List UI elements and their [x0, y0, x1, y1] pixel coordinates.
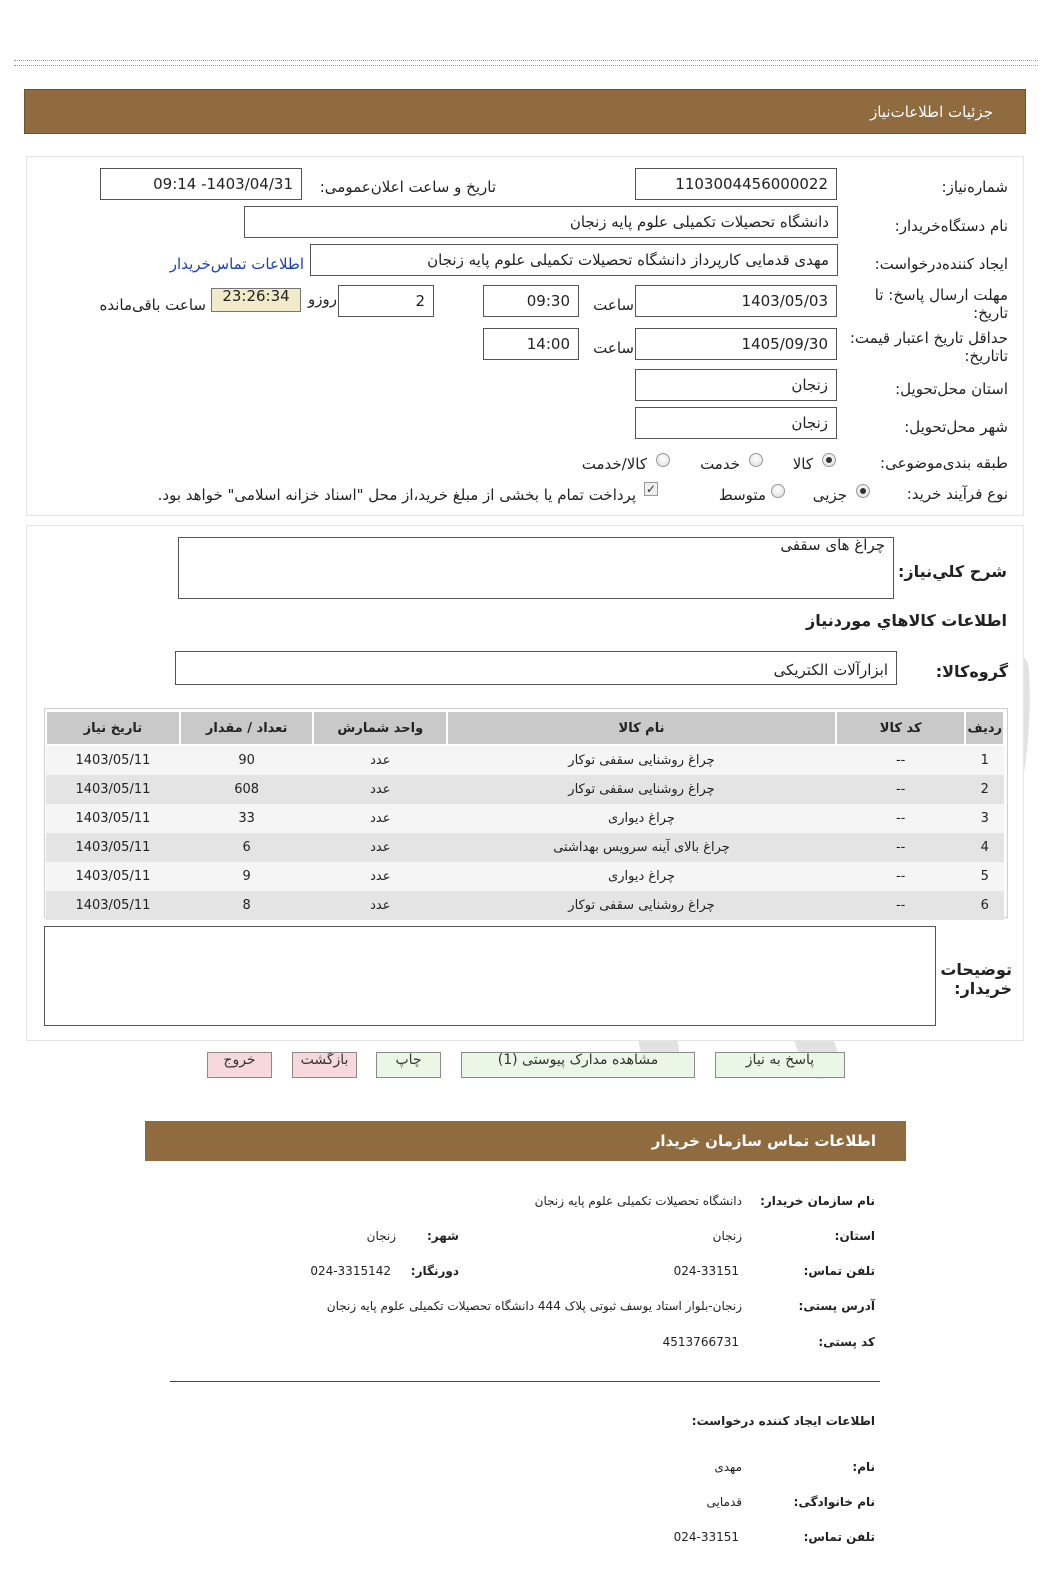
- org-name-value: دانشگاه تحصیلات تکمیلی علوم پایه زنجان: [534, 1194, 742, 1208]
- item-code: --: [836, 891, 966, 920]
- days-label: روزو: [308, 290, 337, 308]
- item-name: چراغ بالای آینه سرویس بهداشتی: [447, 833, 836, 862]
- contact-postal-value: 4513766731: [662, 1335, 739, 1349]
- description-field: چراغ های سقفی: [178, 537, 894, 599]
- category-radio-goods[interactable]: [822, 453, 836, 467]
- item-name: چراغ روشنایی سقفی توکار: [447, 891, 836, 920]
- col-code-header: کد کالا: [836, 711, 966, 745]
- item-unit: عدد: [313, 833, 447, 862]
- goods-table-header-row: [46, 711, 1004, 745]
- contact-province-label: استان:: [834, 1229, 875, 1243]
- item-qty: 9: [180, 862, 314, 891]
- col-date-header: تاریخ نیاز: [46, 711, 180, 745]
- category-label: طبقه بندی‌موضوعی:: [880, 454, 1008, 472]
- deadline-time-label: ساعت: [593, 296, 634, 314]
- print-button[interactable]: چاپ: [376, 1052, 441, 1078]
- item-code: --: [836, 862, 966, 891]
- contact-phone-value: 024-33151: [673, 1264, 739, 1278]
- item-name: چراغ روشنایی سقفی توکار: [447, 775, 836, 804]
- creator-phone-label: تلفن تماس:: [803, 1530, 875, 1544]
- contact-divider: [170, 1381, 880, 1382]
- treasury-payment-checkbox[interactable]: ✓: [645, 482, 657, 496]
- item-date: 1403/05/11: [46, 745, 180, 775]
- deadline-time-field: 09:30: [483, 285, 579, 317]
- contact-fax-label: دورنگار:: [410, 1264, 459, 1278]
- item-unit: عدد: [313, 804, 447, 833]
- contact-phone-label: تلفن تماس:: [803, 1264, 875, 1278]
- row-index: 3: [965, 804, 1004, 833]
- item-name: چراغ دیواری: [447, 804, 836, 833]
- item-date: 1403/05/11: [46, 862, 180, 891]
- table-row: [46, 833, 1004, 862]
- creator-first-name-value: مهدی: [714, 1460, 742, 1474]
- item-code: --: [836, 804, 966, 833]
- item-code: --: [836, 833, 966, 862]
- creator-phone-value: 024-33151: [673, 1530, 739, 1544]
- item-qty: 608: [180, 775, 314, 804]
- table-row: [46, 804, 1004, 833]
- item-date: 1403/05/11: [46, 891, 180, 920]
- category-option-goods-service: کالا/خدمت: [581, 455, 647, 473]
- city-field: زنجان: [635, 407, 837, 439]
- contact-address-value: زنجان-بلوار استاد یوسف ثبوتی پلاک 444 دانشگاه تحصیلات تکمیلی علوم پایه زنجان: [326, 1299, 742, 1313]
- purchase-option-minor: جزیی: [812, 486, 847, 504]
- province-field: زنجان: [635, 369, 837, 401]
- validity-label: حداقل تاریخ اعتبار قیمت: تاتاریخ:: [849, 329, 1008, 365]
- row-index: 4: [965, 833, 1004, 862]
- col-row-header: ردیف: [965, 711, 1004, 745]
- item-name: چراغ روشنایی سقفی توکار: [447, 745, 836, 775]
- reply-button[interactable]: پاسخ به نیاز: [715, 1052, 845, 1078]
- announce-datetime-field: 1403/04/31- 09:14: [100, 168, 302, 200]
- purchase-radio-medium[interactable]: [771, 484, 785, 498]
- table-row: [46, 745, 1004, 775]
- row-index: 6: [965, 891, 1004, 920]
- details-header-bar: [24, 89, 1026, 134]
- goods-group-label: گروه‌کالا:: [935, 662, 1008, 681]
- creator-label: ایجاد کننده‌درخواست:: [874, 255, 1008, 273]
- category-radio-service[interactable]: [749, 453, 763, 467]
- need-number-label: شماره‌نیاز:: [941, 178, 1008, 196]
- goods-group-field: ابزارآلات الکتریکی: [175, 651, 897, 685]
- item-unit: عدد: [313, 891, 447, 920]
- item-code: --: [836, 775, 966, 804]
- buyer-notes-label: توضیحات خریدار:: [940, 960, 1012, 998]
- contact-postal-label: کد پستی:: [818, 1335, 875, 1349]
- item-qty: 6: [180, 833, 314, 862]
- validity-date-field: 1405/09/30: [635, 328, 837, 360]
- buyer-notes-field: [44, 926, 936, 1026]
- top-dotted-divider: [14, 60, 1038, 66]
- buyer-contact-link[interactable]: اطلاعات تماس‌خریدار: [169, 255, 304, 273]
- creator-last-name-value: قدمایی: [706, 1495, 742, 1509]
- org-name-label: نام سازمان خریدار:: [760, 1194, 875, 1208]
- col-name-header: نام کالا: [447, 711, 836, 745]
- city-label: شهر محل‌تحویل:: [904, 418, 1008, 436]
- purchase-radio-minor[interactable]: [856, 484, 870, 498]
- item-qty: 33: [180, 804, 314, 833]
- contact-address-label: آدرس پستی:: [798, 1299, 875, 1313]
- category-option-goods: کالا: [792, 455, 813, 473]
- table-row: [46, 891, 1004, 920]
- row-index: 2: [965, 775, 1004, 804]
- contact-city-label: شهر:: [427, 1229, 459, 1243]
- exit-button[interactable]: خروج: [207, 1052, 272, 1078]
- buyer-org-field: دانشگاه تحصیلات تکمیلی علوم پایه زنجان: [244, 206, 838, 238]
- countdown-timer: 23:26:34: [211, 288, 301, 312]
- goods-info-title: اطلاعات کالاهاي موردنياز: [806, 611, 1007, 630]
- buyer-org-label: نام دستگاه‌خریدار:: [894, 217, 1008, 235]
- col-qty-header: تعداد / مقدار: [180, 711, 314, 745]
- creator-field: مهدی قدمایی کارپرداز دانشگاه تحصیلات تکمیلی علوم پایه زنجان: [310, 244, 838, 276]
- validity-time-label: ساعت: [593, 339, 634, 357]
- contact-fax-value: 024-3315142: [310, 1264, 391, 1278]
- item-unit: عدد: [313, 862, 447, 891]
- buyer-contact-title: اطلاعات تماس سازمان خریدار: [651, 1132, 876, 1150]
- buyer-contact-header-bar: [145, 1121, 906, 1161]
- item-name: چراغ دیواری: [447, 862, 836, 891]
- item-code: --: [836, 745, 966, 775]
- table-row: [46, 862, 1004, 891]
- goods-table: [45, 710, 1005, 920]
- deadline-label: مهلت ارسال پاسخ: تا تاریخ:: [874, 286, 1008, 322]
- item-unit: عدد: [313, 775, 447, 804]
- table-row: [46, 775, 1004, 804]
- purchase-type-label: نوع فرآیند خرید:: [906, 485, 1008, 503]
- contact-province-value: زنجان: [712, 1229, 742, 1243]
- back-button[interactable]: بازگشت: [292, 1052, 357, 1078]
- view-attachments-button[interactable]: مشاهده مدارک پیوستی (1): [461, 1052, 695, 1078]
- description-label: شرح کلي‌نياز:: [898, 562, 1007, 581]
- need-number-field: 1103004456000022: [635, 168, 837, 200]
- category-radio-goods-service[interactable]: [656, 453, 670, 467]
- validity-time-field: 14:00: [483, 328, 579, 360]
- col-unit-header: واحد شمارش: [313, 711, 447, 745]
- days-field: 2: [338, 285, 434, 317]
- creator-first-name-label: نام:: [852, 1460, 875, 1474]
- item-date: 1403/05/11: [46, 833, 180, 862]
- creator-section-title: اطلاعات ایجاد کننده درخواست:: [691, 1414, 875, 1428]
- announce-datetime-label: تاریخ و ساعت اعلان‌عمومی:: [319, 178, 496, 196]
- contact-city-value: زنجان: [366, 1229, 396, 1243]
- row-index: 5: [965, 862, 1004, 891]
- item-qty: 8: [180, 891, 314, 920]
- treasury-payment-note: پرداخت تمام یا بخشی از مبلغ خرید،از محل "اسناد خزانه اسلامی" خواهد بود.: [157, 486, 636, 504]
- purchase-option-medium: متوسط: [718, 486, 766, 504]
- item-qty: 90: [180, 745, 314, 775]
- remaining-label: ساعت باقی‌مانده: [99, 296, 206, 314]
- row-index: 1: [965, 745, 1004, 775]
- province-label: استان محل‌تحویل:: [895, 380, 1008, 398]
- creator-last-name-label: نام خانوادگی:: [793, 1495, 875, 1509]
- deadline-date-field: 1403/05/03: [635, 285, 837, 317]
- item-date: 1403/05/11: [46, 804, 180, 833]
- details-header-title: جزئیات اطلاعات‌نیاز: [870, 103, 993, 121]
- category-option-service: خدمت: [700, 455, 740, 473]
- item-unit: عدد: [313, 745, 447, 775]
- item-date: 1403/05/11: [46, 775, 180, 804]
